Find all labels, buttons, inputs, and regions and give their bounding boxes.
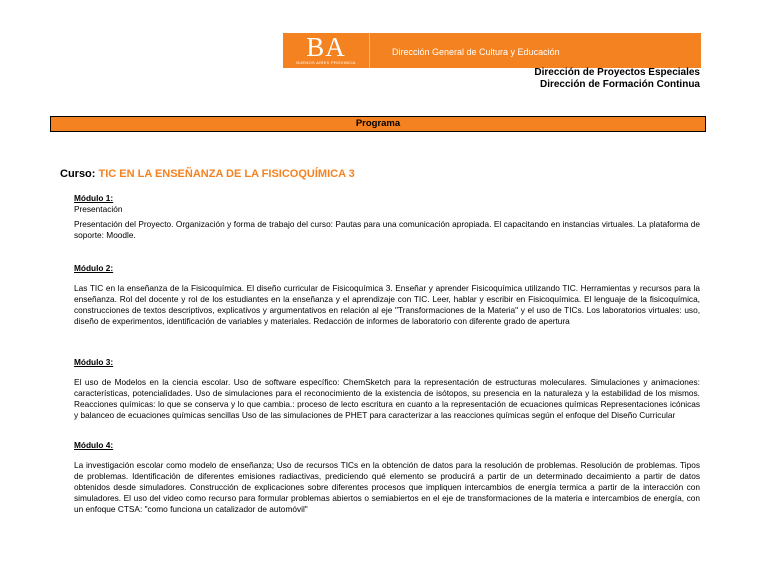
module-1 (74, 193, 700, 241)
course-name: TIC EN LA ENSEÑANZA DE LA FISICOQUÍMICA 3 (98, 168, 355, 180)
module-4 (74, 440, 700, 515)
module-text: Presentación del Proyecto. Organización y forma de trabajo del curso: Pautas para una comunicación apropiada. El capacitando en instancias virtuales. La plataforma de soporte: Moodle. (74, 219, 700, 240)
logo-mark: BA (306, 32, 346, 62)
module-2 (74, 263, 700, 327)
module-text: La investigación escolar como modelo de enseñanza; Uso de recursos TICs en la obtención de datos para la resolución de problemas. Resolución de problemas. Tipos de problemas. Identificación de diferentes emisiones radiactivas, prediciendo qué elemento se producirá a partir de un determinado decaimiento a partir de datos obtenidos desde simuladores. Construcción de explicaciones sobre diferentes procesos que impliquen intercambios de energía termica a partir de la interacción con simuladores. El uso del video como recurso para formular problemas abiertos o semiabiertos en el eje de transformaciones de la materia e intercambios de energía, con un enfoque CTSA: "como funciona un catalizador de automóvil" (74, 460, 700, 514)
module-title: Módulo 2: (74, 263, 114, 273)
module-title: Módulo 3: (74, 357, 114, 367)
banner-title: Dirección General de Cultura y Educación (392, 47, 560, 57)
header-banner (283, 33, 701, 68)
course-title (60, 168, 355, 180)
ba-logo (283, 33, 370, 68)
direction-training: Dirección de Formación Continua (539, 79, 700, 90)
directions-block (534, 67, 700, 91)
module-subtitle: Presentación (74, 204, 123, 214)
logo-tagline: BUENOS AIRES PROVINCIA (296, 60, 356, 65)
course-label: Curso: (60, 168, 96, 180)
module-title: Módulo 1: (74, 193, 114, 203)
module-3 (74, 357, 700, 421)
program-heading: Programa (50, 116, 706, 132)
module-text: Las TIC en la enseñanza de la Fisicoquímica. El diseño curricular de Fisicoquímica 3. Enseñar y aprender Fisicoquímica utilizando TIC. Herramientas y recursos para la enseñanza. Rol del docente y rol de los estudiantes en la enseñanza y el aprendizaje con TIC. Leer, hablar y escribir en Fisicoquímica. El lenguaje de la fisicoquímica, construcciones de textos descriptivos, explicativos y argumentativos en relación al eje "Transformaciones de la Materia" y el uso de TICs. Los laboratorios virtuales: uso, diseño de experimentos, identificación de variables y materiales. Redacción de informes de laboratorio con diferente grado de apertura (74, 283, 700, 326)
module-text: El uso de Modelos en la ciencia escolar. Uso de software específico: ChemSketch para la representación de estructuras moleculares. Simulaciones y animaciones: características, potencialidades. Uso de simulaciones para el reconocimiento de la existencia de isótopos, su presencia en la naturaleza y la estabilidad de los mismos. Reacciones químicas: lo que se conserva y lo que cambia.: proceso de lecto escritura en cuanto a la representación de ecuaciones químicas Representaciones icónicas y balanceo de ecuaciones químicas sencillas Uso de las simulaciones de PHET para caracterizar a las reacciones químicas según el enfoque del Diseño Curricular (74, 377, 700, 420)
direction-projects: Dirección de Proyectos Especiales (534, 67, 700, 78)
module-title: Módulo 4: (74, 440, 114, 450)
